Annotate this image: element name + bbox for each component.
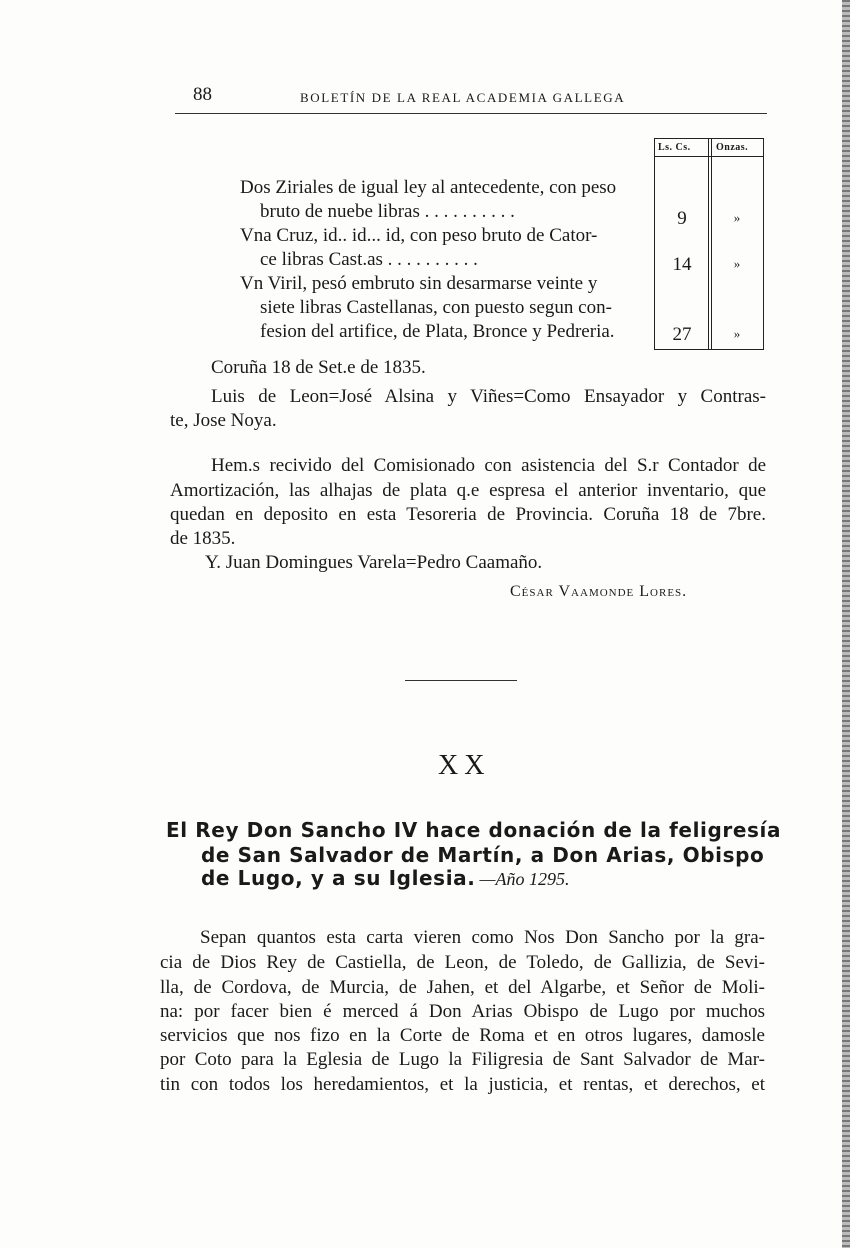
signatures-line: te, Jose Noya. xyxy=(170,410,277,431)
section-title-line: de San Salvador de Martín, a Don Arias, Obispo xyxy=(201,843,765,867)
section-divider xyxy=(405,680,517,681)
column-header-onzas: Onzas. xyxy=(716,142,749,153)
table-mid-rule-2 xyxy=(711,138,712,350)
weight-onzas: » xyxy=(733,256,741,271)
section-number: XX xyxy=(438,750,491,781)
weight-libras: 14 xyxy=(672,254,692,275)
table-left-rule xyxy=(654,138,655,350)
table-bottom-rule xyxy=(654,349,764,350)
weight-libras: 27 xyxy=(672,324,692,345)
header-rule xyxy=(175,113,767,114)
running-title: BOLETÍN DE LA REAL ACADEMIA GALLEGA xyxy=(300,90,626,105)
page-edge-shadow xyxy=(842,0,850,1248)
inventory-item-line: fesion del artifice, de Plata, Bronce y Pedreria. xyxy=(260,321,615,342)
document-line: na: por facer bien é merced á Don Arias Obispo de Lugo por muchos xyxy=(160,1001,765,1022)
document-line: Sepan quantos esta carta vieren como Nos Don Sancho por la gra- xyxy=(200,927,765,948)
column-header-libras: Ls. Cs. xyxy=(658,142,691,153)
weight-onzas: » xyxy=(733,326,741,341)
document-line: tin con todos los heredamientos, et la justicia, et rentas, et derechos, et xyxy=(160,1074,765,1095)
signatures-line: Luis de Leon=José Alsina y Viñes=Como Ensayador y Contras- xyxy=(211,386,766,407)
section-title-line: de Lugo, y a su Iglesia. xyxy=(201,866,476,890)
table-mid-rule xyxy=(708,138,709,350)
inventory-item-line: bruto de nuebe libras . . . . . . . . . . xyxy=(260,201,515,222)
table-right-rule xyxy=(763,138,764,350)
section-title-line: El Rey Don Sancho IV hace donación de la feligresía xyxy=(166,818,782,842)
weight-libras: 9 xyxy=(677,208,687,229)
receipt-line: de 1835. xyxy=(170,528,236,549)
section-title-date: —Año 1295. xyxy=(479,869,570,889)
page-number: 88 xyxy=(193,84,212,105)
table-top-rule xyxy=(654,138,764,139)
weight-onzas: » xyxy=(733,210,741,225)
inventory-item-line: Vna Cruz, id.. id... id, con peso bruto de Cator- xyxy=(240,225,598,246)
inventory-item-line: Dos Ziriales de igual ley al antecedente, con peso xyxy=(240,177,617,198)
section-title-last xyxy=(201,866,569,890)
receipt-line: Amortización, las alhajas de plata q.e espresa el anterior inventario, que xyxy=(170,480,766,501)
date-line: Coruña 18 de Set.e de 1835. xyxy=(211,357,426,378)
table-header-rule xyxy=(654,156,764,157)
document-line: cia de Dios Rey de Castiella, de Leon, de Toledo, de Gallizia, de Sevi- xyxy=(160,952,765,973)
document-line: por Coto para la Eglesia de Lugo la Filigresia de Sant Salvador de Mar- xyxy=(160,1049,765,1070)
inventory-item-line: siete libras Castellanas, con puesto segun con- xyxy=(260,297,612,318)
document-line: lla, de Cordova, de Murcia, de Jahen, et del Algarbe, et Señor de Moli- xyxy=(160,977,765,998)
receipt-signers: Y. Juan Domingues Varela=Pedro Caamaño. xyxy=(205,552,543,573)
document-line: servicios que nos fizo en la Corte de Roma et en otros lugares, damosle xyxy=(160,1025,765,1046)
author-signature: César Vaamonde Lores. xyxy=(510,583,688,600)
inventory-item-line: Vn Viril, pesó embruto sin desarmarse veinte y xyxy=(240,273,598,294)
receipt-line: quedan en deposito en esta Tesoreria de Provincia. Coruña 18 de 7bre. xyxy=(170,504,766,525)
receipt-line: Hem.s recivido del Comisionado con asistencia del S.r Contador de xyxy=(211,455,766,476)
inventory-item-line: ce libras Cast.as . . . . . . . . . . xyxy=(260,249,478,270)
